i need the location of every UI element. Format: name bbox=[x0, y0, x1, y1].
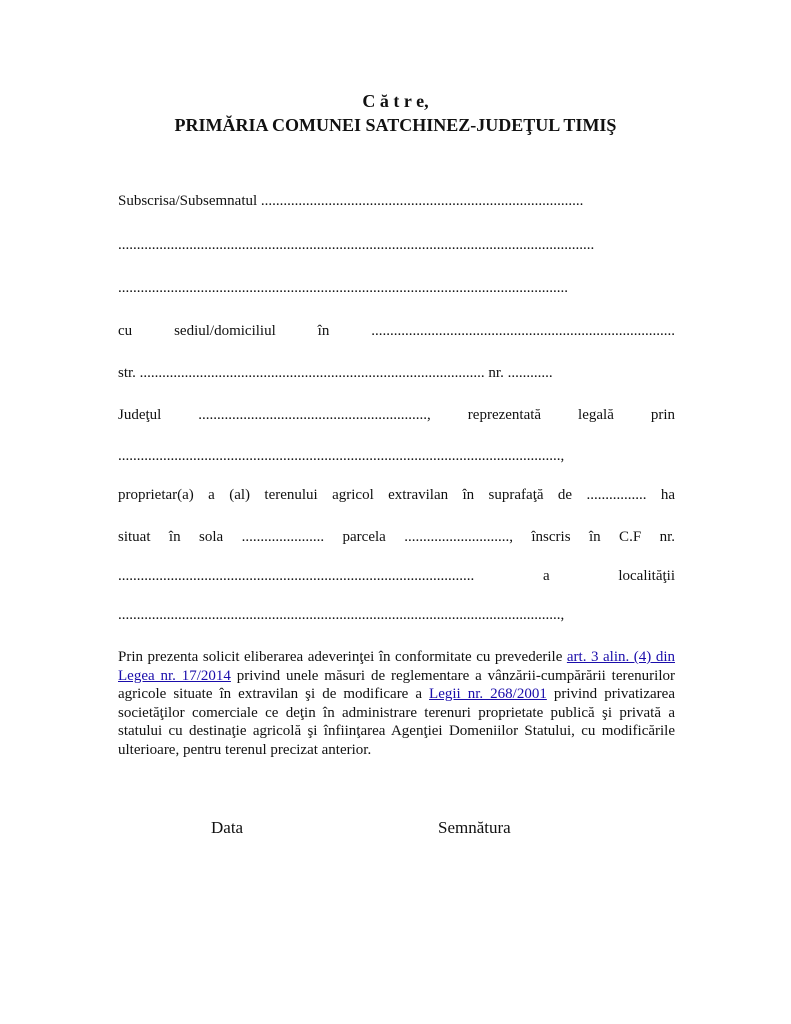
request-intro-text: Prin prezenta solicit eliberarea adeverinţei în conformitate cu prevederile bbox=[118, 649, 567, 665]
request-end-text: privind privatizarea societăţilor comerciale ce deţin în administrare terenuri proprietate publică şi privată a statului cu destinaţie agricolă şi înfiinţarea Agenţiei Domeniilor Statului, cu modificările ulterioare, pentru terenul precizat anterior. bbox=[118, 686, 675, 758]
law-268-2001-link[interactable]: Legii nr. 268/2001 bbox=[429, 686, 547, 702]
county-representative-line: Judeţul ............................................................., reprezentată legală prin bbox=[118, 407, 675, 423]
signature-label: Semnătura bbox=[438, 818, 511, 837]
name-continuation-line-1: ............................................................................................................................... bbox=[118, 237, 595, 253]
residence-field-line: cu sediul/domiciliul în ................................................................................. bbox=[118, 323, 675, 339]
street-field-line: str. ............................................................................................ nr. ............ bbox=[118, 365, 553, 381]
recipient-heading: PRIMĂRIA COMUNEI SATCHINEZ-JUDEŢUL TIMIŞ bbox=[174, 115, 617, 135]
plot-details-line: situat în sola ...................... parcela ............................, înscris în C.F nr. bbox=[118, 529, 675, 545]
request-middle-text: privind unele măsuri de reglementare a vânzării-cumpărării terenurilor agricole situate în extravilan şi de modificare a bbox=[118, 667, 675, 702]
locality-continuation-line: ......................................................................................................................, bbox=[118, 607, 565, 623]
representative-name-line: ......................................................................................................................, bbox=[118, 448, 565, 464]
locality-line: ............................................................................................... a localităţii bbox=[118, 568, 675, 584]
law-17-2014-link[interactable]: art. 3 alin. (4) din Legea nr. 17/2014 bbox=[118, 649, 675, 684]
salutation-heading: C ă t r e, bbox=[362, 91, 429, 111]
date-label: Data bbox=[211, 818, 244, 837]
name-field-line: Subscrisa/Subsemnatul ...................................................................................... bbox=[118, 193, 584, 209]
name-continuation-line-2: ........................................................................................................................ bbox=[118, 280, 568, 296]
request-paragraph bbox=[118, 648, 675, 759]
land-area-line: proprietar(a) a (al) terenului agricol extravilan în suprafaţă de ................ ha bbox=[118, 487, 675, 503]
